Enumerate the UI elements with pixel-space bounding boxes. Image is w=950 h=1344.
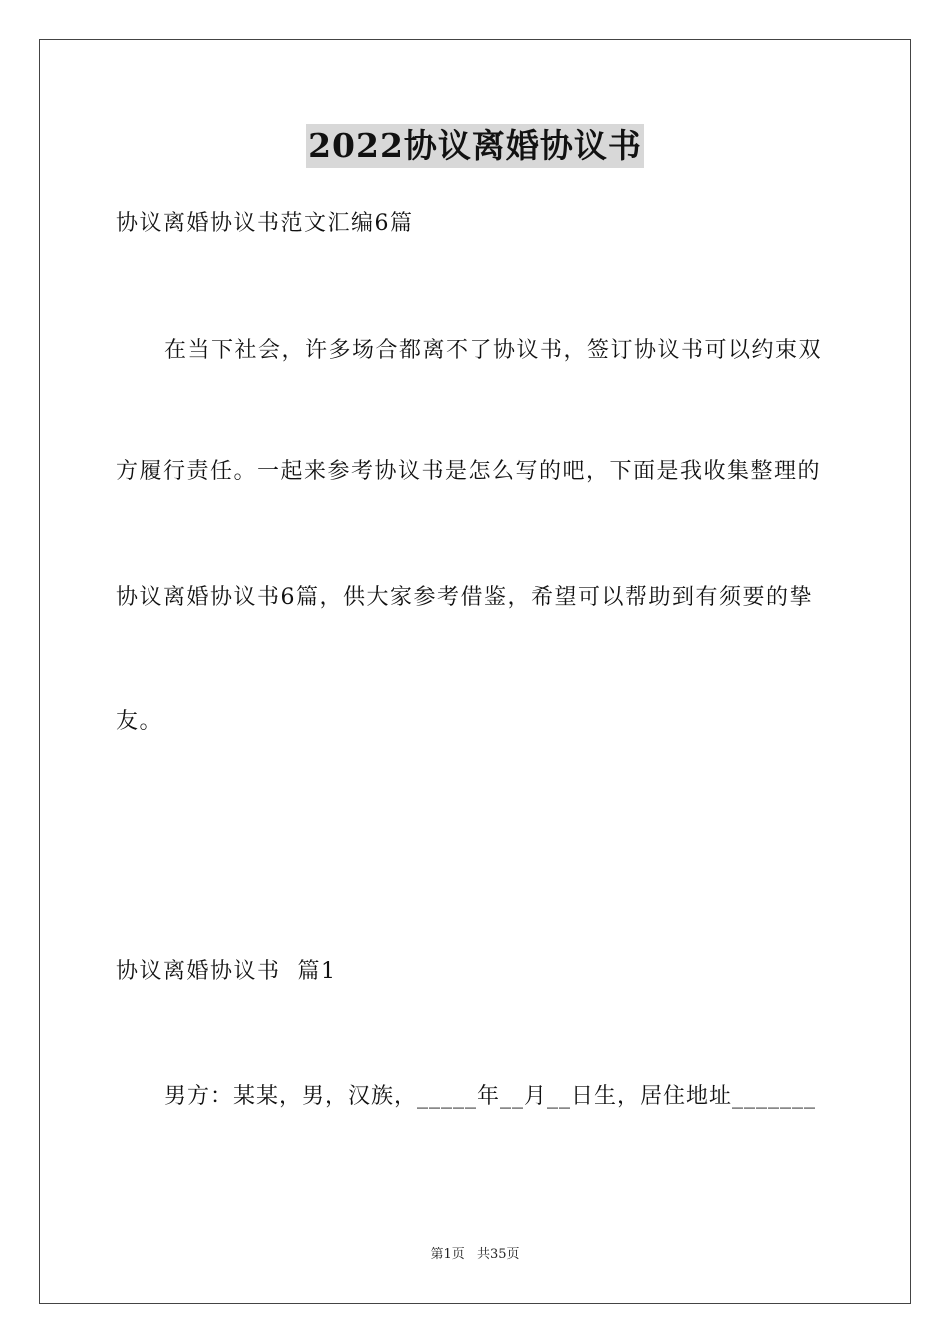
intro-line-2: 方履行责任。一起来参考协议书是怎么写的吧，下面是我收集整理的: [116, 459, 822, 484]
page-footer: [0, 1246, 950, 1264]
page-total: 共35页: [476, 1247, 520, 1262]
page-number: 第1页: [430, 1247, 465, 1262]
intro-line-3: 协议离婚协议书6篇，供大家参考借鉴，希望可以帮助到有须要的挚: [116, 585, 813, 610]
section-heading: 协议离婚协议书 篇1: [116, 959, 337, 984]
intro-line-4: 友。: [116, 709, 164, 734]
title-container: [0, 124, 950, 168]
party-info-line: 男方：某某，男，汉族，_____年__月__日生，居住地址_______: [164, 1084, 817, 1109]
document-subtitle: 协议离婚协议书范文汇编6篇: [116, 211, 414, 236]
document-title: 2022协议离婚协议书: [306, 124, 644, 168]
intro-line-1: 在当下社会，许多场合都离不了协议书，签订协议书可以约束双: [164, 338, 823, 363]
